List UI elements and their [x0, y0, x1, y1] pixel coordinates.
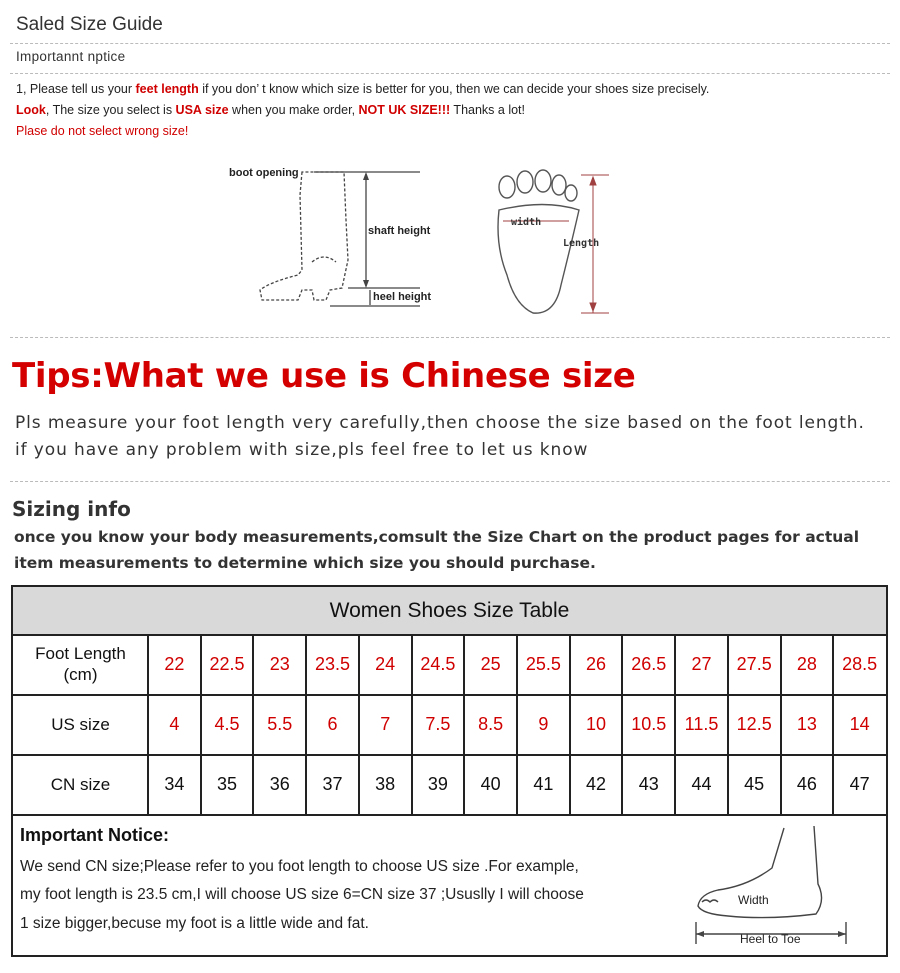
divider [10, 481, 890, 482]
table-cell: 14 [849, 713, 870, 734]
boot-diagram [220, 150, 470, 320]
tips-line-2: if you have any problem with size,pls feel free to let us know [15, 440, 589, 460]
sizing-heading: Sizing info [12, 497, 131, 521]
table-cell: 24 [375, 653, 396, 674]
divider [10, 73, 890, 74]
table-cell: 28 [796, 653, 817, 674]
table-cell: 41 [533, 773, 554, 794]
table-cell: 47 [849, 773, 870, 794]
table-cell: 23 [269, 653, 290, 674]
table-cell: 25.5 [525, 653, 561, 674]
note-line-1: 1, Please tell us your feet length if you don’ t know which size is better for you, then we can decide your shoes size precisely. [16, 82, 710, 96]
divider [10, 43, 890, 44]
heel-height-label: heel height [373, 291, 432, 303]
table-cell: 45 [744, 773, 765, 794]
table-cell: 5.5 [267, 713, 293, 734]
table-cell: 39 [427, 773, 448, 794]
foot-width-label: Width [738, 893, 769, 907]
table-cell: 11.5 [684, 713, 719, 734]
sizing-line-2: item measurements to determine which size you should purchase. [14, 554, 596, 572]
table-cell: 37 [322, 773, 343, 794]
note-line-2: Look, The size you select is USA size when you make order, NOT UK SIZE!!! Thanks a lot! [16, 103, 525, 117]
important-line-2: my foot length is 23.5 cm,I will choose US size 6=CN size 37 ;Ususlly I will choose [20, 886, 584, 903]
table-cell: 7.5 [425, 713, 451, 734]
table-cell: 13 [796, 713, 817, 734]
table-cell: 42 [586, 773, 607, 794]
table-cell: 4 [169, 713, 180, 734]
width-label: width [511, 217, 542, 228]
tips-heading: Tips:What we use is Chinese size [12, 356, 636, 396]
row-label: US size [51, 714, 110, 734]
table-cell: 46 [796, 773, 817, 794]
table-cell: 12.5 [736, 713, 772, 734]
row-label: CN size [50, 774, 111, 794]
table-cell: 27 [691, 653, 712, 674]
notice-heading: Importannt nptice [16, 49, 126, 64]
boot-opening-label: boot opening [229, 167, 299, 179]
shaft-height-label: shaft height [368, 225, 431, 237]
table-cell: 4.5 [214, 713, 240, 734]
table-cell: 44 [691, 773, 712, 794]
table-cell: 25 [480, 653, 501, 674]
heel-to-toe-label: Heel to Toe [740, 932, 801, 946]
table-cell: 35 [217, 773, 238, 794]
table-cell: 23.5 [314, 653, 351, 674]
table-cell: 22.5 [209, 653, 245, 674]
table-cell: 34 [164, 773, 185, 794]
foot-side-diagram [688, 822, 858, 952]
table-cell: 38 [375, 773, 396, 794]
table-cell: 40 [480, 773, 501, 794]
note-line-3: Plase do not select wrong size! [16, 124, 189, 138]
table-cell: 27.5 [736, 653, 772, 674]
important-line-1: We send CN size;Please refer to you foot length to choose US size .For example, [20, 858, 579, 875]
table-cell: 8.5 [478, 713, 504, 734]
table-cell: 43 [638, 773, 659, 794]
table-cell: 7 [380, 713, 391, 734]
table-cell: 9 [538, 713, 549, 734]
table-cell: 10.5 [631, 713, 667, 734]
table-cell: 36 [269, 773, 290, 794]
foot-sole-diagram [485, 165, 635, 325]
table-cell: 26.5 [631, 653, 667, 674]
table-cell: 6 [327, 713, 338, 734]
table-cell: 26 [586, 653, 607, 674]
divider [10, 337, 890, 338]
table-row-us-size [13, 694, 886, 756]
length-label: Length [563, 238, 600, 249]
sizing-line-1: once you know your body measurements,comsult the Size Chart on the product pages for actual [14, 528, 860, 546]
table-cell: 24.5 [420, 653, 456, 674]
size-table-title: Women Shoes Size Table [13, 587, 886, 636]
table-cell: 22 [164, 653, 185, 674]
important-line-3: 1 size bigger,becuse my foot is a little wide and fat. [20, 915, 369, 932]
important-heading: Important Notice: [20, 825, 170, 845]
page-title: Saled Size Guide [16, 14, 163, 35]
tips-line-1: Pls measure your foot length very carefully,then choose the size based on the foot length. [15, 413, 865, 433]
table-cell: 28.5 [842, 653, 878, 674]
table-row-foot-length [13, 634, 886, 696]
table-row-cn-size [13, 754, 886, 816]
table-cell: 10 [586, 713, 607, 734]
row-label: Foot Length (cm) [35, 644, 126, 684]
